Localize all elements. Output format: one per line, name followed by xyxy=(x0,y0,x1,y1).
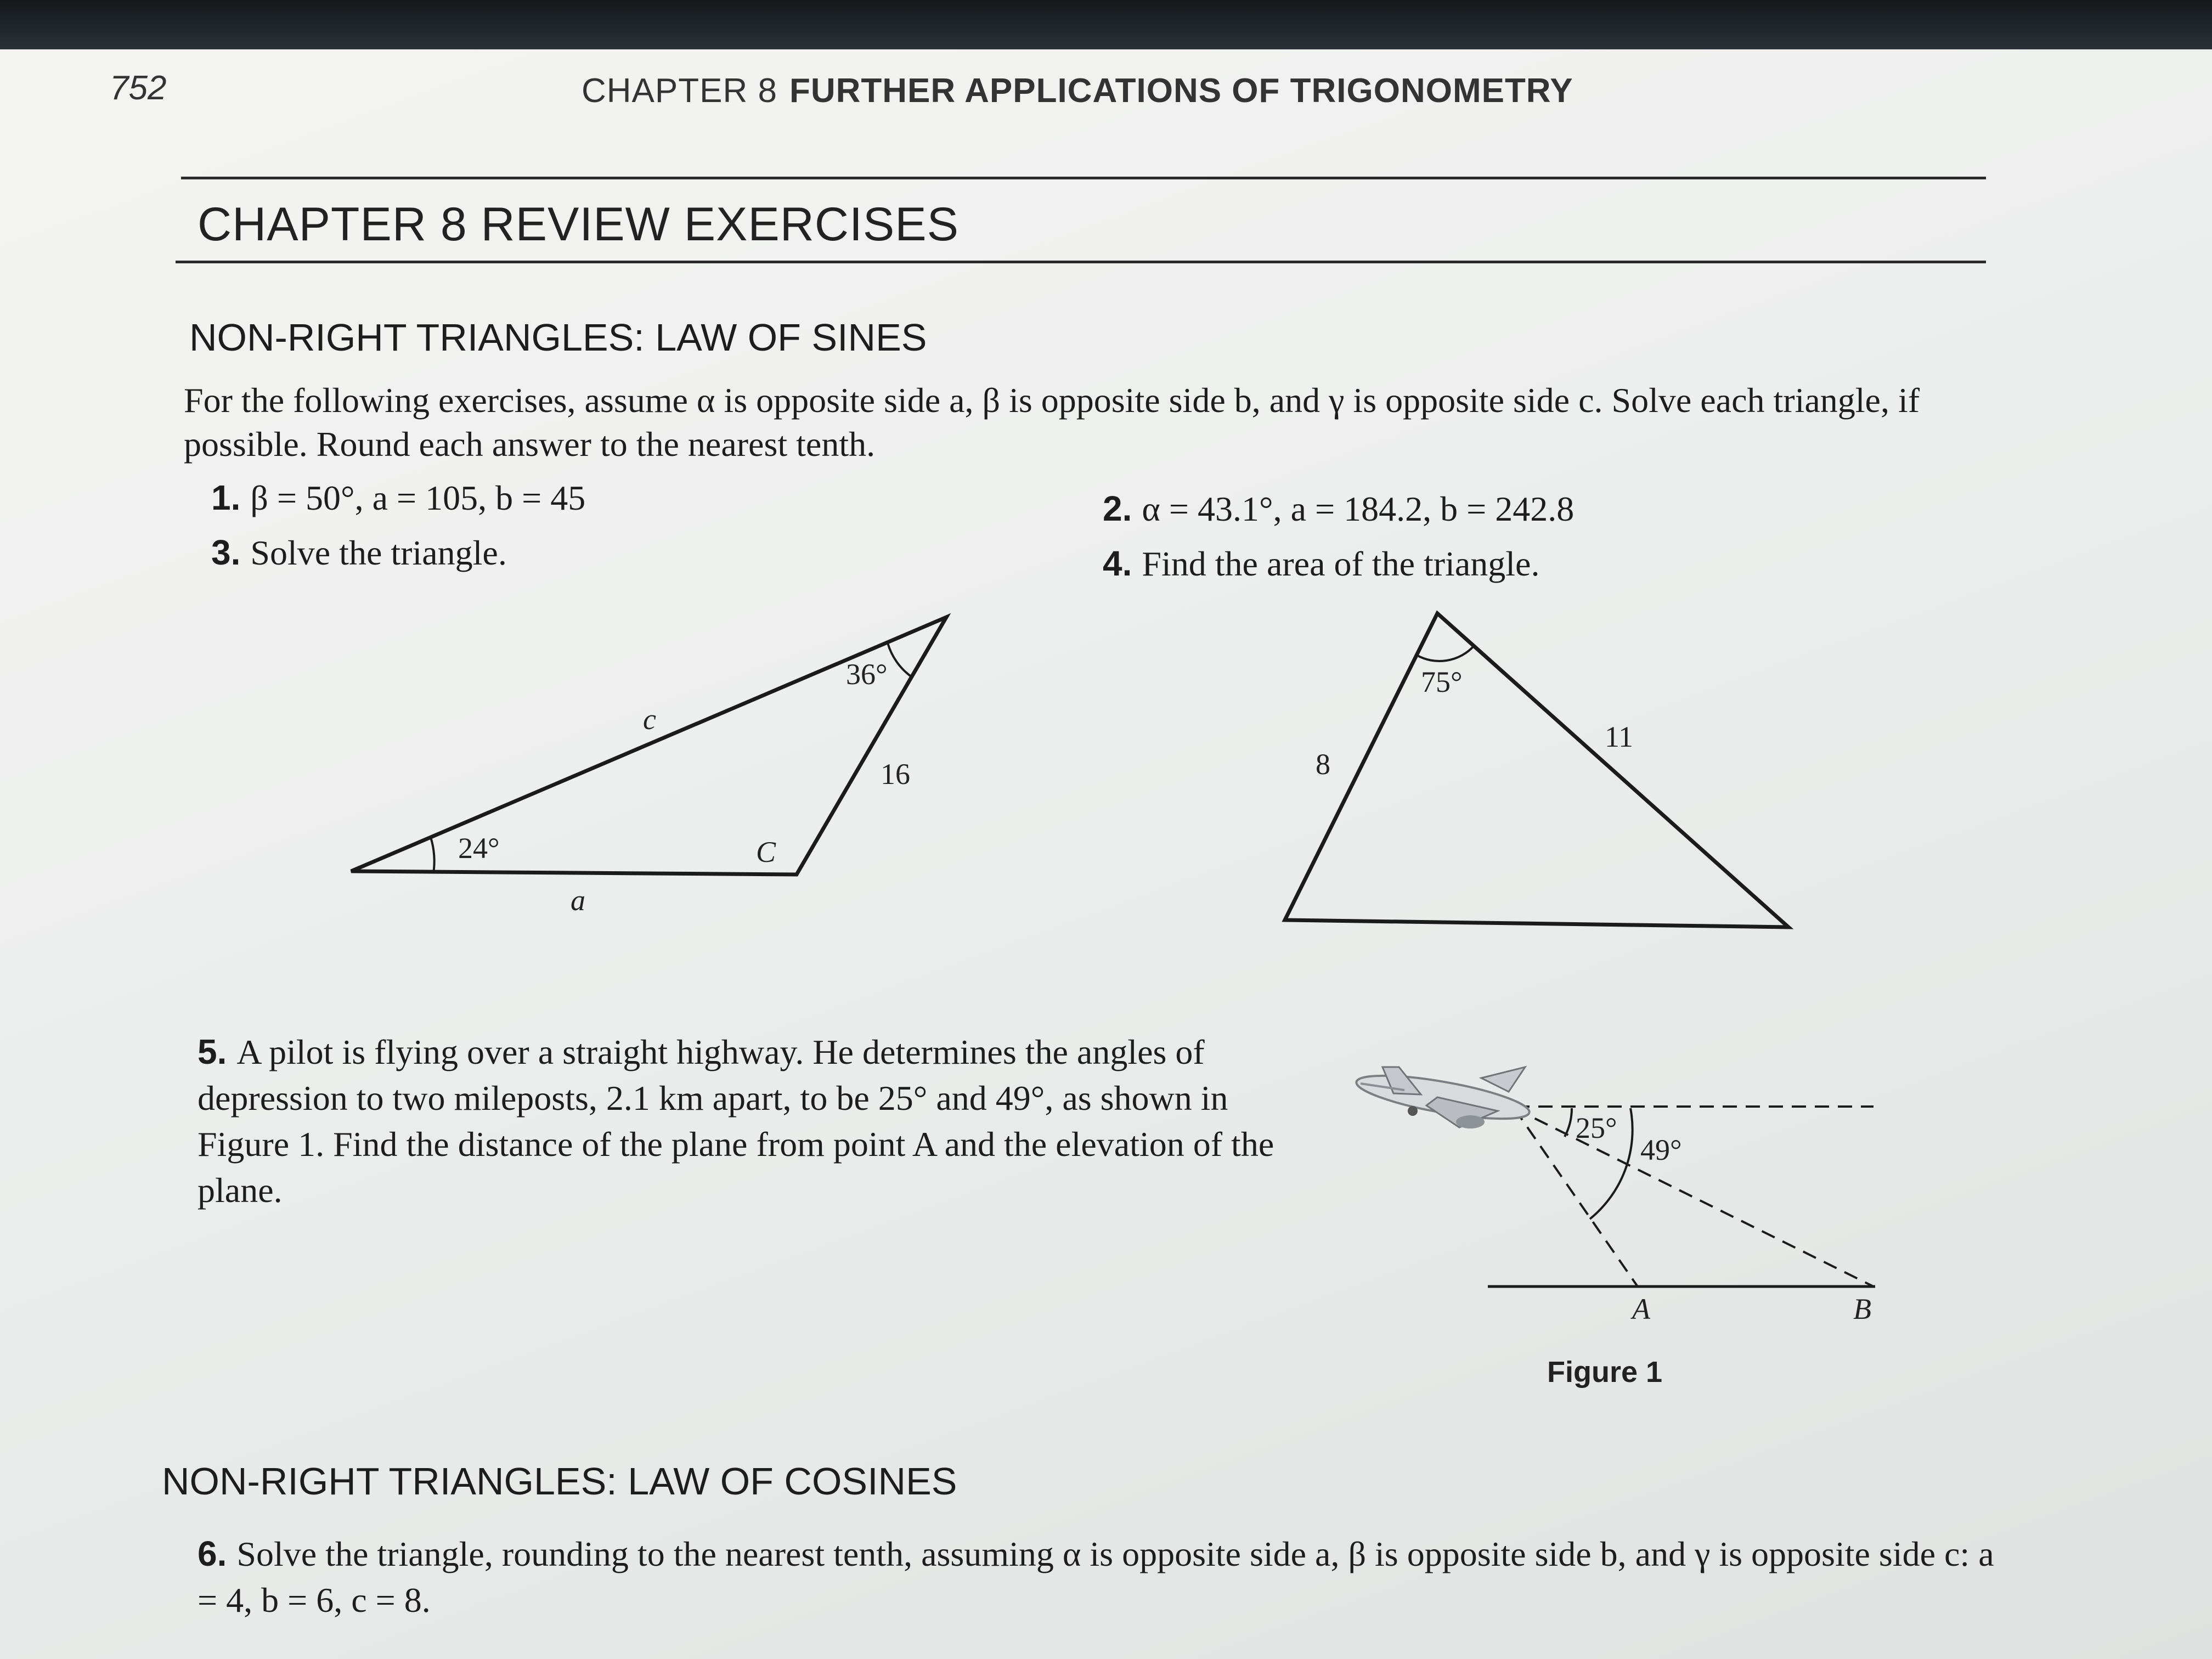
exercise-text: Solve the triangle. xyxy=(250,533,507,572)
figure-caption: Figure 1 xyxy=(1547,1356,1663,1389)
label-angle-36: 36° xyxy=(846,658,888,691)
label-point-b: B xyxy=(1853,1293,1871,1325)
triangle-4-outline xyxy=(1285,613,1788,927)
angle-arc-75 xyxy=(1417,646,1474,661)
section-title: CHAPTER 8 REVIEW EXERCISES xyxy=(198,198,959,251)
exercise-text: A pilot is flying over a straight highway. He determines the angles of depression to two mileposts, 2.1 km apart, to be 25° and 49°, as shown in Figure 1. Find the distance of the plane from point A and the elevation of the plane. xyxy=(198,1032,1274,1210)
exercise-6 xyxy=(198,1531,2008,1623)
label-angle-24: 24° xyxy=(458,832,500,865)
label-vertex-c: C xyxy=(756,836,776,868)
triangle-3-outline xyxy=(351,617,946,874)
sightline-to-b xyxy=(1514,1108,1874,1286)
label-angle-49: 49° xyxy=(1640,1133,1682,1166)
airplane-illustration xyxy=(1354,1067,1532,1128)
running-head-chapter: CHAPTER 8 xyxy=(582,72,777,110)
exercise-text: β = 50°, a = 105, b = 45 xyxy=(250,478,586,517)
label-point-a: A xyxy=(1632,1293,1650,1325)
page-number: 752 xyxy=(110,69,167,107)
label-side-8: 8 xyxy=(1316,748,1330,781)
angle-arc-24 xyxy=(431,837,435,873)
law-of-sines-heading: NON-RIGHT TRIANGLES: LAW OF SINES xyxy=(189,316,927,359)
exercise-text: Solve the triangle, rounding to the nearest tenth, assuming α is opposite side a, β is opposite side b, and γ is opposite side c: a = 4, b = 6, c = 8. xyxy=(198,1534,1994,1620)
label-side-a: a xyxy=(571,884,585,917)
label-side-16: 16 xyxy=(881,758,910,791)
exercise-number: 6. xyxy=(198,1534,227,1573)
label-side-c: c xyxy=(643,703,656,736)
exercise-number: 2. xyxy=(1103,489,1132,528)
exercise-5 xyxy=(198,1029,1284,1214)
exercise-number: 3. xyxy=(211,533,241,572)
running-head-title: FURTHER APPLICATIONS OF TRIGONOMETRY xyxy=(789,72,1573,110)
exercise-number: 1. xyxy=(211,478,241,517)
law-of-cosines-heading: NON-RIGHT TRIANGLES: LAW OF COSINES xyxy=(162,1460,957,1503)
label-angle-75: 75° xyxy=(1421,665,1463,698)
label-side-11: 11 xyxy=(1605,720,1633,753)
exercise-text: Find the area of the triangle. xyxy=(1142,544,1540,583)
exercise-number: 5. xyxy=(198,1032,227,1071)
angle-arc-36 xyxy=(888,643,912,677)
exercise-text: α = 43.1°, a = 184.2, b = 242.8 xyxy=(1142,489,1575,528)
exercise-number: 4. xyxy=(1103,544,1132,583)
label-angle-25: 25° xyxy=(1576,1111,1617,1144)
angle-arc-25 xyxy=(1565,1108,1572,1137)
instructions-text: For the following exercises, assume α is opposite side a, β is opposite side b, and γ is opposite side c. Solve each triangle, if possible. Round each answer to the nearest tenth. xyxy=(184,381,1920,464)
